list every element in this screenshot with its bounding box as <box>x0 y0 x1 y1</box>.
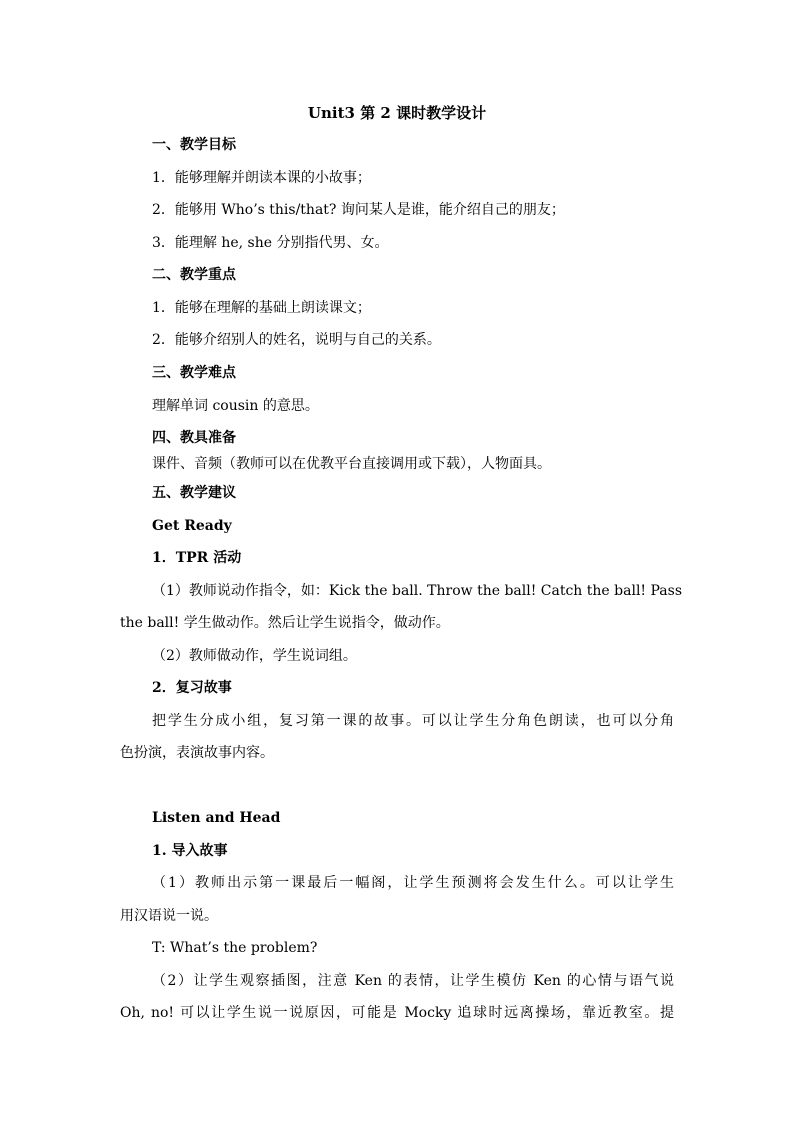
paragraph-line: （1）教师出示第一课最后一幅阁，让学生预测将会发生什么。可以让学生 <box>152 875 674 891</box>
subheading-listen-and-head: Listen and Head <box>152 810 281 826</box>
paragraph-line: T: What’s the problem? <box>152 940 318 956</box>
paragraph-line: Oh, no! 可以让学生说一说原因，可能是 Mocky 追球时远离操场，靠近教室。提 <box>120 1005 674 1021</box>
objective-item: 2．能够用 Who’s this/that? 询问某人是谁，能介绍自己的朋友； <box>152 202 565 218</box>
section-heading-difficulties: 三、教学难点 <box>152 365 236 381</box>
subheading-get-ready: Get Ready <box>152 518 232 534</box>
paragraph-line: （1）教师说动作指令，如：Kick the ball. Throw the ball! Catch the ball! Pass <box>152 583 683 599</box>
objective-item: 3．能理解 he, she 分别指代男、女。 <box>152 235 389 251</box>
subheading-review: 2．复习故事 <box>152 680 232 696</box>
key-point-item: 2．能够介绍别人的姓名，说明与自己的关系。 <box>152 332 441 348</box>
difficulty-text: 理解单词 cousin 的意思。 <box>152 398 319 414</box>
key-point-item: 1．能够在理解的基础上朗读课文； <box>152 300 371 316</box>
objective-item: 1．能够理解并朗读本课的小故事； <box>152 170 371 186</box>
section-heading-materials: 四、教具准备 <box>152 430 236 446</box>
doc-title: Unit3 第 2 课时教学设计 <box>307 104 487 122</box>
paragraph-line: 色扮演，表演故事内容。 <box>120 745 274 761</box>
section-heading-suggestions: 五、教学建议 <box>152 485 236 501</box>
section-heading-key-points: 二、教学重点 <box>152 267 236 283</box>
materials-text: 课件、音频（教师可以在优教平台直接调用或下载），人物面具。 <box>152 456 551 472</box>
paragraph-line: 把学生分成小组，复习第一课的故事。可以让学生分角色朗读，也可以分角 <box>152 713 674 729</box>
paragraph-line: 用汉语说一说。 <box>120 908 218 924</box>
subheading-tpr: 1．TPR 活动 <box>152 550 242 566</box>
section-heading-objectives: 一、教学目标 <box>152 137 236 153</box>
paragraph-line: （2）让学生观察插图，注意 Ken 的表情，让学生模仿 Ken 的心情与语气说 <box>152 973 674 989</box>
subheading-intro-story: 1. 导入故事 <box>152 843 228 859</box>
paragraph-line: （2）教师做动作，学生说词组。 <box>152 648 357 664</box>
paragraph-line: the ball! 学生做动作。然后让学生说指令，做动作。 <box>120 615 450 631</box>
